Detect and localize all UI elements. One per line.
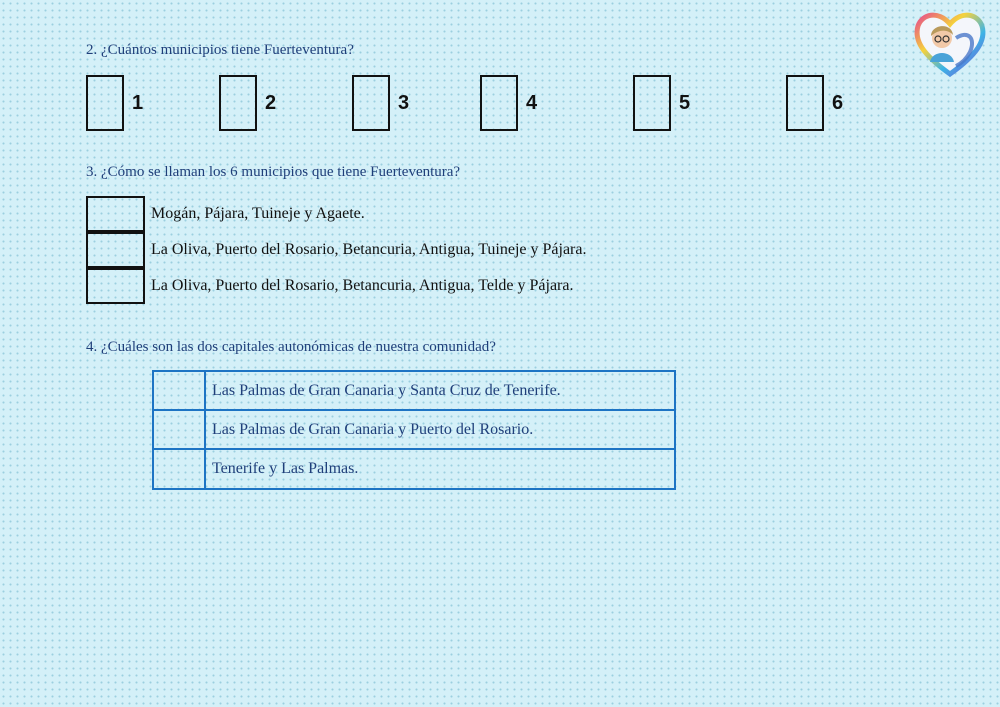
q3-option-label: La Oliva, Puerto del Rosario, Betancuria, Antigua, Tuineje y Pájara. — [151, 241, 587, 258]
q2-answer-box[interactable] — [86, 75, 124, 131]
q4-option-3[interactable] — [154, 450, 674, 488]
q4-answer-box[interactable] — [154, 372, 206, 409]
q3-answer-box[interactable] — [86, 232, 145, 268]
q2-option-5[interactable] — [633, 74, 690, 132]
q2-answer-box[interactable] — [352, 75, 390, 131]
q2-option-3[interactable] — [352, 74, 409, 132]
q2-option-4[interactable] — [480, 74, 537, 132]
q3-option-label: La Oliva, Puerto del Rosario, Betancuria, Antigua, Telde y Pájara. — [151, 277, 574, 294]
q2-option-1[interactable] — [86, 74, 143, 132]
q2-option-label: 3 — [398, 91, 410, 114]
q4-option-label: Las Palmas de Gran Canaria y Santa Cruz de Tenerife. — [212, 381, 561, 399]
q4-option-2[interactable] — [154, 411, 674, 450]
q3-option-label: Mogán, Pájara, Tuineje y Agaete. — [151, 205, 365, 222]
q3-answer-box[interactable] — [86, 196, 145, 232]
q3-option-1[interactable] — [86, 196, 365, 232]
q3-option-2[interactable] — [86, 232, 586, 268]
q3-answer-box[interactable] — [86, 268, 145, 304]
heart-avatar-logo-icon — [912, 8, 988, 80]
q4-option-label: Tenerife y Las Palmas. — [212, 460, 359, 477]
q2-option-label: 2 — [265, 91, 277, 114]
q2-answer-box[interactable] — [480, 75, 518, 131]
q4-option-label: Las Palmas de Gran Canaria y Puerto del Rosario. — [212, 420, 534, 438]
q3-option-3[interactable] — [86, 268, 573, 304]
q2-answer-box[interactable] — [633, 75, 671, 131]
q2-option-label: 5 — [679, 91, 691, 114]
question-4-title: 4. ¿Cuáles son las dos capitales autonómicas de nuestra comunidad? — [86, 339, 496, 355]
q4-answer-box[interactable] — [154, 450, 206, 488]
q4-options-table — [152, 370, 676, 490]
q2-option-label: 1 — [132, 91, 144, 114]
q2-option-2[interactable] — [219, 74, 276, 132]
q2-option-6[interactable] — [786, 74, 843, 132]
q4-answer-box[interactable] — [154, 411, 206, 448]
q2-answer-box[interactable] — [219, 75, 257, 131]
q4-option-1[interactable] — [154, 372, 674, 411]
q2-option-label: 6 — [832, 91, 844, 114]
q2-answer-box[interactable] — [786, 75, 824, 131]
question-2-title: 2. ¿Cuántos municipios tiene Fuerteventura? — [86, 42, 354, 58]
q2-option-label: 4 — [526, 91, 538, 114]
question-3-title: 3. ¿Cómo se llaman los 6 municipios que tiene Fuerteventura? — [86, 164, 461, 180]
